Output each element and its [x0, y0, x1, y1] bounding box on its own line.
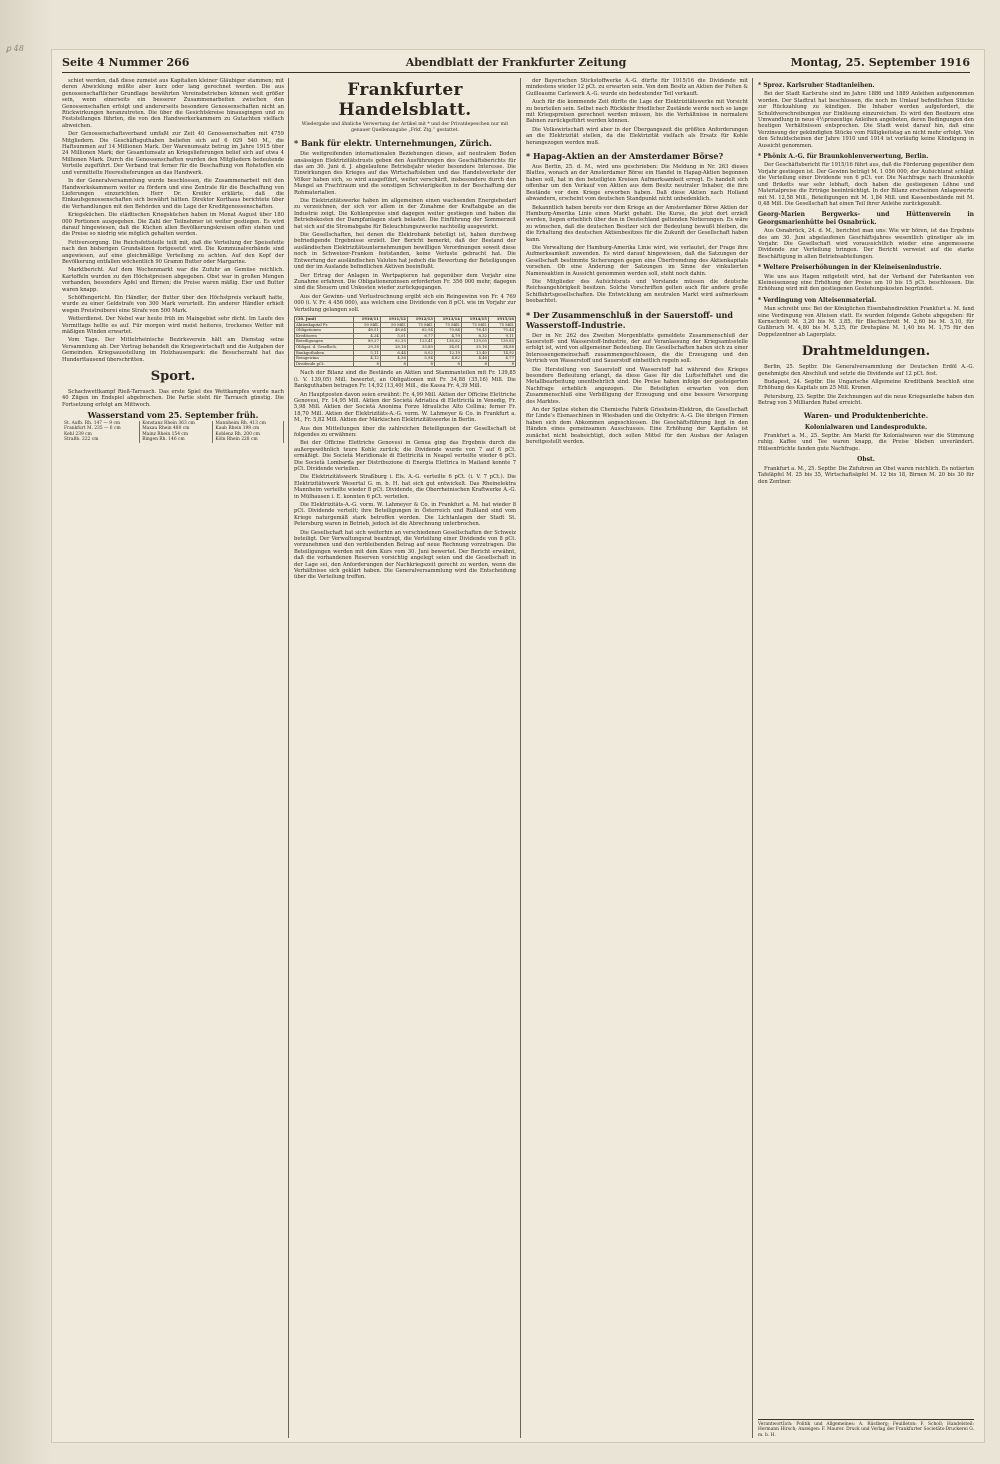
wasserstand-cell: Straßb. 222 cm [62, 437, 140, 443]
elektrobank-text-continued [294, 370, 516, 581]
wasserstand-heading: Wasserstand vom 25. September früh. [87, 410, 259, 421]
paragraph: Die Elektrizitätswerk Straßburg i. Els. A.-G. verteilte 6 pCt. (i. V. 7 pCt.). Die Elektrizitätswerk Wesertal G. m. b. H. hat sich gut entwickelt. Das Rheinelektra Mannheim verteilte wieder 8 pCt. Dividende, die Oberrheinischen Kraftwerke A.-G. in Mülhausen i. E. konnten 6 pCt. verteilen. [294, 474, 516, 500]
newspaper-page [52, 50, 984, 1442]
table-cell: 8 [434, 361, 461, 367]
paragraph: Wetterdienst. Der Nebel war heute früh im Maingebiet sehr dicht. Im Laufe des Vormittags hellte es auf. Für morgen wird meist heiteres, trockenes Wetter mit mäßigen Winden erwartet. [62, 316, 284, 336]
drahtmeldungen-text [758, 364, 974, 406]
waren-subheading: Kolonialwaren und Landesprodukte. [804, 423, 928, 431]
table-cell: 50 Mill. [353, 322, 380, 328]
column-1 [62, 78, 284, 1438]
hapag-text [526, 164, 748, 305]
table-cell: 6,44 [380, 350, 407, 356]
wasserstand-table [62, 421, 284, 443]
table-cell: 123,41 [407, 339, 434, 345]
paragraph: Aus der Gewinn- und Verlustrechnung ergibt sich ein Reingewinn von Fr. 4 769 000 (i. V. Fr. 4 456 000), aus welchem eine Dividende von 8 pCt. wie im Vorjahr zur Verteilung gelangen soll. [294, 293, 516, 313]
table-header-cell: 1913/14 [434, 316, 461, 322]
column-3-intro: der Bayerischen Stickstoffwerke A.-G. dürfte für 1915/16 die Dividende mit mindestens wieder 12 pCt. zu erwarten sein. Von dem Besitz an Aktien der Felten & Guilleaume Carlswerk A.-G. wurde ein bedeutender Teil verkauft. [526, 78, 748, 97]
table-row [295, 361, 516, 367]
wasserstand-cell: Kaub Rhein 198 cm [213, 426, 284, 432]
sport-heading: Sport. [150, 369, 196, 385]
table-cell: 139,05 [461, 339, 488, 345]
elektrobank-table [294, 316, 516, 367]
paragraph: Der Ertrag der Anlagen in Wertpapieren hat gegenüber dem Vorjahr eine Zunahme erfahren. Die Obligationenzinsen erforderten Fr. 356 000 mehr, dagegen sind die Steuern und Unkosten wieder zurückgegangen. [294, 272, 516, 292]
wasserstand-cell: Mannheim Rh. 413 cm [213, 421, 284, 427]
table-cell: 8 [353, 361, 380, 367]
paragraph: Aus den Mitteilungen über die zahlreichen Beteiligungen der Gesellschaft ist folgendes zu erwähnen: [294, 425, 516, 438]
paragraph: Die Herstellung von Sauerstoff und Wasserstoff hat während des Krieges besondere Bedeutung erlangt, da diese Gase für die Luftschiffahrt und die Metallbearbeitung unentbehrlich sind. Die Preise haben infolge der gesteigerten Nachfrage erheblich angezogen. Die Beteiligten erwarten von dem Zusammenschluß eine Verbilligung der Erzeugung und eine bessere Versorgung des Marktes. [526, 366, 748, 405]
table-cell: 13,40 [461, 350, 488, 356]
column-4 [758, 78, 974, 1438]
table-cell: 75 Mill. [407, 322, 434, 328]
table-cell: 75,44 [488, 328, 515, 334]
paragraph: Die Gesellschaften, bei denen die Elektrobank beteiligt ist, haben durchweg befriedigende Ergebnisse erzielt. Der Bericht bemerkt, daß der Bestand der ausländischen Elektrizitätsunternehmungen bewilligen Verordnungen soweit diese noch in Schweizer-Franken feststanden, keine Verluste gebracht hat. Die Entwertung der ausländischen Valuten hat jedoch die Bewertung der Beteiligungen und der im Auslande befindlichen Aktiven beeinflußt. [294, 232, 516, 271]
paragraph: Die Mitglieder des Aufsichtsrats und Vorstands müssen die deutsche Reichsangehörigkeit besitzen. Solche Vorschriften gelten auch für andere große Schiffahrtsgesellschaften. Die Entwicklung am neutralen Markt wird aufmerksam beobachtet. [526, 278, 748, 305]
telegram-item: Petersburg, 23. Septbr. Die Zeichnungen auf die neue Kriegsanleihe haben den Betrag von 3 Milliarden Rubel erreicht. [758, 393, 974, 407]
header-page-number: Seite 4 Nummer 266 [62, 56, 190, 69]
table-cell: 8,32 [461, 333, 488, 339]
article-text: Man schreibt uns: Bei der Königlichen Eisenbahndirektion Frankfurt a. M. fand eine Verdingung von Alteisen statt. Es wurden folgende Gebote abgegeben: für Kernschrott M. 3,20 bis M. 3,85, für Blechschrott M. 2,60 bis M. 3,10, für Gußbruch M. 4,80 bis M. 5,25, für Drehspäne M. 1,40 bis M. 1,75 für den Doppelzentner ab Lagerplatz. [758, 306, 974, 338]
handelsblatt-masthead: Frankfurter Handelsblatt. [338, 80, 472, 120]
paragraph: Die Volkswirtschaft wird aber in der Übergangszeit die größten Anforderungen an die Elektrizität stellen, da die Elektrizität vielfach als Ersatz für Kohle herangezogen werden muß. [526, 126, 748, 146]
waren-text: Frankfurt a. M., 25. Septbr. Am Markt für Kolonialwaren war die Stimmung ruhig. Kaffee und Tee waren knapp, die Preise blieben unverändert. Hülsenfrüchte fanden gute Nachfrage. [758, 433, 974, 452]
paragraph: An der Spitze stehen die Chemische Fabrik Griesheim-Elektron, die Gesellschaft für Linde’s Eismaschinen in Wiesbaden und die Oxhydric A.-G. Die übrigen Firmen haben sich dem Abkommen angeschlossen. Die Geschäftsführung liegt in den Händen eines gemeinsamen Ausschusses. Eine Erhöhung der Kapitalien ist zunächst nicht beabsichtigt, doch sollen Mittel für den Ausbau der Anlagen bereitgestellt werden. [526, 407, 748, 446]
table-cell: 62,94 [407, 328, 434, 334]
paragraph: schiet werden, daß diese zumeist aus Kapitalien kleiner Gläubiger stammen; mit deren Abwicklung müßte aber kurz oder lang gerechnet werden. Die aus genossenschaftlicher Grundlage bewährten Vereinsbetrieben können weit größer sein, wenn einerseits ein besserer Zusammenarbeiten zwischen den Genossenschaften erfolgt und andererseits besondere Genossenschaften nicht an Rückwirkungen heranzutreten. Die über die Gesichtskreise hinausgingen und zu Feststellungen führten, die von den Handwerkerkammern zu Gutachten vielfach abweichen. [62, 78, 284, 129]
table-cell: 14,92 [488, 350, 515, 356]
header-paper-title: Abendblatt der Frankfurter Zeitung [405, 56, 627, 69]
pencil-note: ꝑ 48 [6, 44, 24, 53]
article-text: Aus Osnabrück, 24. d. M., berichtet man uns: Wie wir hören, ist das Ergebnis des am 30. Juni abgelaufenen Geschäftsjahres wesentlich günstiger als im Vorjahr. Die Gesellschaft wird voraussichtlich wieder eine angemessene Dividende zur Verteilung bringen. Der Bericht verweist auf die starke Beschäftigung in allen Betriebsabteilungen. [758, 228, 974, 260]
table-cell: Obligat. d. Gesellsch. [295, 344, 354, 350]
table-cell: 8 [461, 361, 488, 367]
obst-heading: Obst. [857, 456, 875, 464]
wasserstand-cell: Maxau Rhein 480 cm [140, 426, 213, 432]
wasserstand-cell: Kehl 239 cm [62, 432, 140, 438]
wasserstand-cell: Bingen Rh. 146 cm [140, 437, 213, 443]
imprint: Verantwortlich: Politik und Allgemeines: A. Rüstberg; Feuilleton: F. Scholl; Handelsteil: Hermann Hirsch; Anzeigen: F. Maurer. Druck und Verlag der Frankfurter Societäts-Druckerei G. m. b. H. [758, 1419, 974, 1438]
table-cell: 8 [407, 361, 434, 367]
column-rule [288, 78, 289, 1438]
article-text: Der Geschäftsbericht für 1915/16 führt aus, daß die Förderung gegenüber dem Vorjahr gestiegen ist. Der Gewinn beträgt M. 1 056 000; der Aufsichtsrat schlägt die Verteilung einer Dividende von 6 pCt. vor. Die Nachfrage nach Braunkohle und Briketts war sehr lebhaft, doch haben die gestiegenen Löhne und Materialpreise die Erträge beeinträchtigt. In der Bilanz erscheinen Anlagewerte mit M. 12,58 Mill., Beteiligungen mit M. 1,84 Mill. und Kassenbestände mit M. 0,48 Mill. Die Gesellschaft hat einen Teil ihrer Anleihe zurückgezahlt. [758, 162, 974, 207]
paragraph: Aus Berlin, 25. d. M., wird uns geschrieben: Die Meldung in Nr. 263 dieses Blattes, wonach an der Amsterdamer Börse ein Handel in Hapag-Aktien begonnen haben soll, hat in den beteiligten Kreisen Aufmerksamkeit erregt. Es handelt sich offenbar um den Verkauf von Aktien aus dem Besitz neutraler Inhaber, die ihre Bestände vor dem Kriege erworben haben. Daß diese Aktien nach Holland abwandern, erscheint vom deutschen Standpunkt nicht unbedenklich. [526, 164, 748, 203]
column-1-text [62, 78, 284, 363]
table-cell: Dividende pCt. [295, 361, 354, 367]
table-cell: Bankguthaben [295, 350, 354, 356]
table-cell: 12,19 [434, 350, 461, 356]
table-cell: 48,51 [353, 328, 380, 334]
table-cell: 28,16 [380, 344, 407, 350]
paragraph: Fettversorgung. Die Reichsfettstelle teilt mit, daß die Verteilung der Speisefette nach den bisherigen Grundsätzen fortgesetzt wird. Die Kommunalverbände sind angewiesen, auf eine gleichmäßige Verteilung zu achten. Auf den Kopf der Bevölkerung entfallen wöchentlich 90 Gramm Butter oder Margarine. [62, 239, 284, 265]
table-cell: 8 [380, 361, 407, 367]
wasserstand-cell: Mainz Rhein 154 cm [140, 432, 213, 438]
wasserstand-cell: Köln Rhein 228 cm [213, 437, 284, 443]
table-cell: 33,80 [407, 344, 434, 350]
paragraph: Der in Nr. 262 des Zweiten Morgenblatts gemeldete Zusammenschluß der Sauerstoff- und Wasserstoff-Industrie, der auf Veranlassung der Kriegsamtsstelle erfolgt ist, wird von allgemeiner Bedeutung. Die Gesellschaften haben sich zu einer Interessengemeinschaft zusammengeschlossen, die die Erzeugung und den Vertrieb von Wasserstoff und Sauerstoff einheitlich regeln soll. [526, 332, 748, 365]
article-text: Bei der Stadt Karlsruhe sind im Jahre 1886 und 1889 Anleihen aufgenommen worden. Der Stadtrat hat beschlossen, die noch im Umlauf befindlichen Stücke zur Rückzahlung zu kündigen. Die Inhaber werden aufgefordert, die Schuldverschreibungen zur Einlösung einzureichen. Es wird den Besitzern eine Umwandlung in neue 4½prozentige Anleihen angeboten, deren Bedingungen den heutigen Verhältnissen entsprechen. Die Stadt weist darauf hin, daß eine Verzinsung der gekündigten Stücke vom Fälligkeitstag an nicht mehr erfolgt. Von den Schuldscheinen der Jahre 1910 und 1914 ist vorläufig keine Kündigung in Aussicht genommen. [758, 91, 974, 149]
paragraph: Bei der Officine Elettriche Genovesi in Genua ging das Ergebnis durch die außergewöhnlich teure Kohle zurück; die Dividende wurde von 7 auf 6 pCt. ermäßigt. Die Società Meridionale di Elettricità in Neapel verteilte wieder 6 pCt. Die Società Lombarda per Distribuzione di Energia Elettrica in Mailand konnte 7 pCt. Dividende verteilen. [294, 440, 516, 472]
table-cell: 92,35 [380, 339, 407, 345]
table-cell: 50 Mill. [380, 322, 407, 328]
table-cell: 5,94 [407, 356, 434, 362]
table-cell: 139,85 [488, 339, 515, 345]
table-cell: 8,02 [407, 350, 434, 356]
table-cell: 75 Mill. [434, 322, 461, 328]
page-margin [0, 0, 52, 1464]
table-cell: 34,01 [434, 344, 461, 350]
table-header-cell: 1910/11 [353, 316, 380, 322]
table-cell: 70,84 [434, 328, 461, 334]
table-cell: 6,77 [407, 333, 434, 339]
elektrobank-text [294, 151, 516, 313]
table-cell: 4,79 [434, 333, 461, 339]
table-cell: 9,11 [488, 333, 515, 339]
wasserstand-row [62, 437, 284, 443]
article-headline: Georg-Marien Bergwerks- und Hüttenverein in Georgsmarienhütte bei Osnabrück. [758, 211, 974, 226]
paragraph: Auch für die kommende Zeit dürfte die Lage der Elektrizitätswerke mit Vorsicht zu beurteilen sein. Selbst nach Rückkehr friedlicher Zustände werde noch so lange mit Kriegspreisen gerechnet werden müssen, bis die Verhältnisse in normalere Bahnen zurückgeführt werden können. [526, 99, 748, 125]
paragraph: Die Gesellschaft hat sich weiterhin an verschiedenen Gesellschaften der Schweiz beteiligt. Der Verwaltungsrat beantragt, die Verteilung einer Dividende von 8 pCt. vorzunehmen und den verbleibenden Betrag auf neue Rechnung vorzutragen. Die Beteiligungen werden mit dem Kurs vom 30. Juni bewertet. Der Bericht erwähnt, daß die vorhandenen Reserven vorsichtig angelegt seien und die Gesellschaft in der Lage sei, den Anforderungen der Nachkriegszeit gerecht zu werden, wenn die Verhältnisse sich geklärt haben. Die Generalversammlung wird die Entscheidung über die Verteilung treffen. [294, 529, 516, 581]
wasserstand-cell: Konstanz Rhein 363 cm [140, 421, 213, 427]
table-cell: 34,88 [488, 344, 515, 350]
table-cell: 76,45 [461, 328, 488, 334]
table-cell: 4,12 [353, 356, 380, 362]
paragraph: Die weitgreifenden internationalen Beziehungen dieses, auf neutralem Boden ansässigen Elektrizitätstrusts geben den Ausführungen des Geschäftsberichts für das am 30. Juni d. J. abgelaufene Betriebsjahr wieder besondere Interesse. Die Einwirkungen des Krieges auf das Wirtschaftsleben und das Handelsverkehr der Völker haben sich, so wird ausgeführt, weiter verschärft, insbesondere durch den Mangel an Frachtraum und die sonstigen Schwierigkeiten in der Beschaffung der Rohmaterialien. [294, 151, 516, 196]
table-cell: Aktienkapital Fr. [295, 322, 354, 328]
waren-heading: Waren- und Produktenberichte. [803, 410, 929, 420]
table-cell: 75 Mill. [461, 322, 488, 328]
paragraph: Bekanntlich haben bereits vor dem Kriege an der Amsterdamer Börse Aktien der Hamburg-Amerika Linie einen Markt gehabt. Die Kurse, die jetzt dort erzielt werden, liegen erheblich über den in Deutschland geltenden Notierungen. Es wäre zu wünschen, daß die deutschen Besitzer sich der Bedeutung bewußt bleiben, die die Erhaltung des deutschen Aktienbesitzes für die Zukunft der Gesellschaft haben kann. [526, 204, 748, 243]
table-cell: Kreditoren [295, 333, 354, 339]
header-date: Montag, 25. September 1916 [790, 56, 970, 69]
masthead-notice: Wiedergabe und ähnliche Verwertung der Artikel mit * und der Privatdepeschen nur mit genauer Quellenangabe „Frkf. Ztg.“ gestattet. [301, 122, 509, 133]
table-header-cell: 1912/13 [407, 316, 434, 322]
article-text: Wie uns aus Hagen mitgeteilt wird, hat der Verband der Fabrikanten von Kleineisenzeug eine Erhöhung der Preise um 10 bis 15 pCt. beschlossen. Die Erhöhung wird mit den gestiegenen Gestehungskosten begründet. [758, 273, 974, 293]
table-cell: 4,46 [461, 356, 488, 362]
table-cell: 48,64 [380, 328, 407, 334]
wasserstand-cell: St. Aufb. Rh. 147 — 9 cm [62, 421, 140, 427]
drahtmeldungen-heading: Drahtmeldungen. [801, 344, 931, 360]
table-cell: 4,77 [488, 356, 515, 362]
table-cell: 75 Mill. [488, 322, 515, 328]
paragraph: Die Elektrizitäts-A.-G. vorm. W. Lahmeyer & Co. in Frankfurt a. M. hat wieder 8 pCt. Dividende verteilt; ihre Beteiligungen in Österreich und Rußland sind vom Kriege naturgemäß stark betroffen worden. Die Lichtanlagen der Stadt St. Petersburg waren in Betrieb, jedoch ist die Abrechnung unterbrochen. [294, 502, 516, 528]
table-cell: 29,38 [353, 344, 380, 350]
sport-text: Schachwettkampf Rieß-Tarrasch. Das erste Spiel des Wettkampfes wurde nach 40 Zügen im Endspiel abgebrochen. Die Partie steht für Tarrasch günstig. Die Fortsetzung erfolgt am Mittwoch. [62, 389, 284, 408]
obst-text: Frankfurt a. M., 25. Septbr. Die Zufuhren an Obst waren reichlich. Es notierten Tafeläpfel M. 25 bis 35, Wirtschaftsäpfel M. 12 bis 18, Birnen M. 20 bis 30 für den Zentner. [758, 465, 974, 485]
column-rule [520, 78, 521, 1438]
paragraph: Schöffengericht. Ein Händler, der Butter über den Höchstpreis verkauft hatte, wurde zu einer Geldstrafe von 300 Mark verurteilt. Ein anderer Händler erhielt wegen Preistreiberei eine Strafe von 500 Mark. [62, 295, 284, 314]
paragraph: Die Elektrizitätswerke haben im allgemeinen einen wachsenden Energiebedarf zu verzeichnen, der sich vor allem in der Zunahme der Kraftabgabe an die Industrie zeigt. Die Kohlenpreise sind dagegen weiter gestiegen und haben die Betriebskosten der Dampfanlagen stark belastet. Die Einführung der Sommerzeit hat sich auf die Stromabgabe für Beleuchtungszwecke nachteilig ausgewirkt. [294, 198, 516, 230]
telegram-item: Berlin, 25. Septbr. Die Generalversammlung der Deutschen Erdöl A.-G. genehmigte den Abschluß und setzte die Dividende auf 12 pCt. fest. [758, 364, 974, 377]
article-headline: * Sproz. Karlsruher Stadtanleihen. [758, 82, 875, 89]
sauerstoff-headline: * Der Zusammenschluß in der Sauerstoff- und Wasserstoff-Industrie. [526, 309, 733, 330]
wasserstand-cell: Koblenz Rh. 200 cm [213, 432, 284, 438]
table-cell: Reingewinn [295, 356, 354, 362]
elektrobank-headline: * Bank für elektr. Unternehmungen, Zürich. [294, 138, 492, 149]
table-cell: 5,11 [353, 350, 380, 356]
table-cell: 4,24 [353, 333, 380, 339]
paragraph: In der Generalversammlung wurde beschlossen, die Zusammenarbeit mit den Handwerkskammern weiter zu fördern und eine Zentrale für die Beschaffung von Lieferungen einzurichten. Herr Dr. Kreifer erklärte, daß die Einkaufsgenossenschaften sich bewährt hätten. Direktor Korthaus berichtete über die Verhandlungen mit den Behörden und die Lage der Kreditgenossenschaften. [62, 178, 284, 210]
table-cell: 5,01 [380, 333, 407, 339]
table-header-cell: (30. Juni) [295, 316, 354, 322]
sauerstoff-text [526, 333, 748, 446]
table-header-cell: 1911/12 [380, 316, 407, 322]
column-3 [526, 78, 748, 1438]
table-cell: 4,82 [434, 356, 461, 362]
paragraph: Der Genossenschaftsverband umfaßt zur Zeit 40 Genossenschaften mit 4759 Mitgliedern. Die Geschäftsguthaben beliefen sich auf 6 029 540 M., die Haftsummen auf 14 Millionen Mark. Der Warenumsatz betrug im Jahre 1915 über 24 Millionen Mark; der Gesamtumsatz an Kriegslieferungen belief sich auf etwa 4 Millionen Mark. Durch die Genossenschaften wurden den Mitgliedern bedeutende Vorteile zugeführt. Der Verband trat ferner für die Beschaffung von Rohstoffen ein und vermittelte Heereslieferungen an das Handwerk. [62, 131, 284, 176]
wasserstand-cell: Frankfurt M. 235 — 6 cm [62, 426, 140, 432]
table-cell: 136,82 [434, 339, 461, 345]
paragraph: Marktbericht. Auf dem Wochenmarkt war die Zufuhr an Gemüse reichlich. Kartoffeln wurden zu den Höchstpreisen abgegeben. Obst war in großen Mengen vorhanden, besonders Äpfel und Birnen; die Preise waren mäßig. Eier und Butter waren knapp. [62, 267, 284, 293]
paragraph: Kriegsküchen. Die städtischen Kriegsküchen haben im Monat August über 180 000 Portionen ausgegeben. Die Zahl der Teilnehmer ist weiter gestiegen. Es wird darauf hingewiesen, daß die Küchen allen Bevölkerungskreisen offen stehen und die Preise so niedrig wie möglich gehalten werden. [62, 212, 284, 238]
article-headline: * Weltere Preiserhöhungen in der Kleineisenindustrie. [758, 264, 942, 272]
table-header-cell: 1914/15 [461, 316, 488, 322]
article-headline: * Phönix A.-G. für Braunkohlenverwertung, Berlin. [758, 153, 929, 161]
table-cell: 89,27 [353, 339, 380, 345]
paragraph: Die Verwaltung der Hamburg-Amerika Linie wird, wie verlautet, der Frage ihre Aufmerksamkeit zuwenden. Es wird darauf hingewiesen, daß die Satzungen der Gesellschaft bestimmte Sicherungen gegen eine Überfremdung des Aktienkapitals vorsehen. Ob eine Änderung der Satzungen im Sinne der vinkulierten Namensaktien in Aussicht genommen werden soll, steht noch dahin. [526, 244, 748, 277]
table-cell: 35,16 [461, 344, 488, 350]
hapag-headline: * Hapag-Aktien an der Amsterdamer Börse? [526, 151, 724, 162]
table-cell: Obligationen [295, 328, 354, 334]
telegram-item: Budapest, 24. Septbr. Die Ungarische Allgemeine Kreditbank beschloß eine Erhöhung des Kapitals um 25 Mill. Kronen. [758, 379, 974, 392]
column-rule [752, 78, 753, 1438]
column-4-articles [758, 82, 974, 338]
paragraph: An Hauptposten davon seien erwähnt: Fr. 4,99 Mill. Aktien der Officine Elettriche Genovesi, Fr. 14,95 Mill. Aktien der Società Adriatica di Elettricità in Venedig, Fr. 5,98 Mill. Aktien der Società Anonima Forze Idrauliche Alto Cellina; ferner Fr. 18,70 Mill. Aktien der Elektrizitäts-A.-G. vorm. W. Lahmeyer & Co. in Frankfurt a. M., Fr. 5,82 Mill. Aktien der Märkischen Elektrizitätswerke in Berlin. [294, 391, 516, 424]
paragraph: Nach der Bilanz sind die Bestände an Aktien und Stammanteilen mit Fr. 139,85 (i. V. 139,05) Mill. bewertet, an Obligationen mit Fr. 34,88 (35,16) Mill. Die Bankguthaben betragen Fr. 14,92 (13,40) Mill., die Kassa Fr. 4,39 Mill. [294, 370, 516, 390]
table-cell: 8 [488, 361, 515, 367]
column-3-text [526, 99, 748, 146]
table-header-cell: 1915/16 [488, 316, 515, 322]
page-header [62, 56, 970, 73]
column-2 [294, 78, 516, 1438]
table-cell: Beteiligungen [295, 339, 354, 345]
article-headline: * Verdingung von Alteisenmaterial. [758, 296, 877, 304]
paragraph: Vom Tage. Der Mittelrheinische Bezirksverein hält am Dienstag seine Versammlung ab. Der Vortrag behandelt die Kriegswirtschaft und die Aufgaben der Gemeinden. Kriegsausstellung im Holzhausenpark: die Besucherzahl hat das Hunderttausend überschritten. [62, 337, 284, 363]
table-cell: 4,36 [380, 356, 407, 362]
